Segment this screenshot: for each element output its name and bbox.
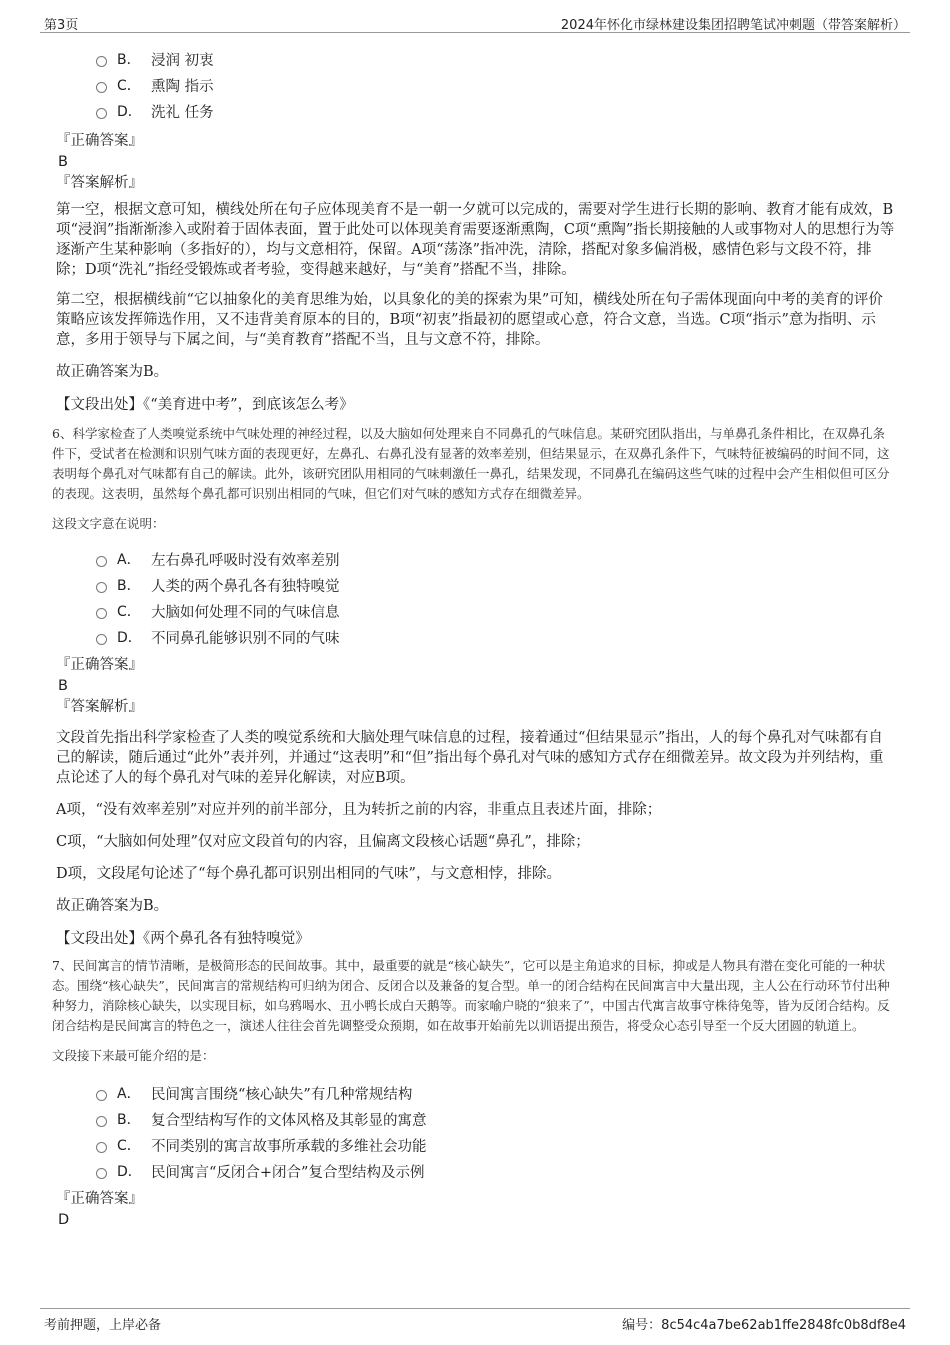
q6-source: 【文段出处】《两个鼻孔各有独特嗅觉》 [56,931,310,947]
q7-option-d[interactable]: D． 民间寓言“反闭合+闭合”复合型结构及示例 [96,1158,896,1184]
q6-analysis-5: 故正确答案为B。 [56,898,169,914]
radio-icon[interactable] [96,1116,107,1127]
radio-icon[interactable] [96,1168,107,1179]
q5-analysis-1: 第一空，根据文意可知，横线处所在句子应体现美育不是一朝一夕就可以完成的，需要对学生进行长期的影响、教育才能有成效，B项“浸润”指渐渐渗入或附着于固体表面，置于此处可以体现美育需要逐渐熏陶，C项“熏陶”指长期接触的人或事物对人的思想行为等逐渐产生某种影响（多指好的），均与文意相符，保留。A项“荡涤”指冲洗，清除，搭配对象多偏消极，感情色彩与文段不符，排除；D项“洗礼”指经受锻炼或者考验，变得越来越好，与“美育”搭配不当，排除。 [56,202,895,278]
q5-analysis-2: 第二空，根据横线前“它以抽象化的美育思维为始，以具象化的美的探索为果”可知，横线处所在句子需体现面向中考的美育的评价策略应该发挥筛选作用，又不违背美育原本的目的，B项“初衷”指最初的愿望或心意，符合文意，当选。C项“指示”意为指明、示意，多用于领导与下属之间，与“美育教育”搭配不当，且与文意不符，排除。 [56,292,883,348]
q7-stem: 7、民间寓言的情节清晰，是极简形态的民间故事。其中，最重要的就是“核心缺失”，它可以是主角追求的目标，抑或是人物具有潜在变化可能的一种状态。围绕“核心缺失”，民间寓言的常规结构可归纳为闭合、反闭合以及兼备的复合型。单一的闭合结构在民间寓言中大量出现，主人公在行动环节付出种种努力，消除核心缺失，以实现目标，如乌鸦喝水、丑小鸭长成白天鹅等。而家喻户晓的“狼来了”，中国古代寓言故事守株待兔等，皆为反闭合结构。反闭合结构是民间寓言的特色之一，演述人往往会首先调整受众预期，如在故事开始前先以训语提出预告，将受众心态引导至一个反大团圆的轨道上。 [52,958,890,1033]
q6-options [96,546,896,650]
radio-icon[interactable] [96,556,107,567]
q6-option-d[interactable]: D． 不同鼻孔能够识别不同的气味 [96,624,896,650]
q6-analysis-1: 文段首先指出科学家检查了人类的嗅觉系统和大脑处理气味信息的过程，接着通过“但结果显示”指出，人的每个鼻孔对气味都有自己的解读，随后通过“此外”表并列，并通过“这表明”和“但”指出每个鼻孔对气味的感知方式存在细微差异。故文段为并列结构，重点论述了人的每个鼻孔对气味的差异化解读，对应B项。 [56,730,884,786]
q6-option-a[interactable]: A． 左右鼻孔呼吸时没有效率差别 [96,546,896,572]
q5-option-b[interactable]: B． 浸润 初衷 [96,46,896,72]
radio-icon[interactable] [96,108,107,119]
radio-icon[interactable] [96,1090,107,1101]
q5-options [96,46,896,124]
q5-answer-tag: 『正确答案』 [56,133,143,149]
q5-source: 【文段出处】《“美育进中考”，到底该怎么考》 [56,397,354,413]
radio-icon[interactable] [96,634,107,645]
footer-slogan: 考前押题，上岸必备 [44,1318,162,1333]
q6-analysis-tag: 『答案解析』 [56,699,143,715]
radio-icon[interactable] [96,82,107,93]
radio-icon[interactable] [96,1142,107,1153]
radio-icon[interactable] [96,608,107,619]
page-number: 第3页 [44,18,79,33]
q5-analysis-tag: 『答案解析』 [56,175,143,191]
page-content [52,46,896,1230]
document-id: 编号：8c54c4a7be62ab1ffe2848fc0b8df8e4 [622,1318,906,1333]
q6-analysis-4: D项，文段尾句论述了“每个鼻孔都可识别出相同的气味”，与文意相悖，排除。 [56,866,561,882]
document-title: 2024年怀化市绿林建设集团招聘笔试冲刺题（带答案解析） [560,18,906,33]
q7-options [96,1080,896,1184]
q7-answer-tag: 『正确答案』 [56,1191,143,1207]
q6-stem: 6、科学家检查了人类嗅觉系统中气味处理的神经过程，以及大脑如何处理来自不同鼻孔的气味信息。某研究团队指出，与单鼻孔条件相比，在双鼻孔条件下，受试者在检测和识别气味方面的表现更好，左鼻孔、右鼻孔没有显著的效率差别，但结果显示，在双鼻孔条件下，气味特征被编码的时间不同，这表明每个鼻孔对气味都有自己的解读。此外，该研究团队用相同的气味刺激任一鼻孔，结果发现，不同鼻孔在编码这些气味的过程中会产生相似但可区分的表现。这表明，虽然每个鼻孔都可识别出相同的气味，但它们对气味的感知方式存在细微差异。 [52,426,890,501]
q6-answer-tag: 『正确答案』 [56,657,143,673]
q7-option-a[interactable]: A． 民间寓言围绕“核心缺失”有几种常规结构 [96,1080,896,1106]
page-header [40,12,910,33]
q6-analysis-2: A项，“没有效率差别”对应并列的前半部分，且为转折之前的内容，非重点且表述片面，排除； [56,802,662,818]
q7-option-c[interactable]: C． 不同类别的寓言故事所承载的多维社会功能 [96,1132,896,1158]
q7-answer: D [58,1212,70,1228]
q6-option-b[interactable]: B． 人类的两个鼻孔各有独特嗅觉 [96,572,896,598]
q5-analysis-3: 故正确答案为B。 [56,364,169,380]
radio-icon[interactable] [96,582,107,593]
q7-question: 文段接下来最可能介绍的是： [52,1048,215,1063]
radio-icon[interactable] [96,56,107,67]
q6-option-c[interactable]: C． 大脑如何处理不同的气味信息 [96,598,896,624]
q6-question: 这段文字意在说明： [52,516,165,531]
page-footer [40,1308,910,1331]
q7-option-b[interactable]: B． 复合型结构写作的文体风格及其彰显的寓意 [96,1106,896,1132]
q5-option-c[interactable]: C． 熏陶 指示 [96,72,896,98]
q5-answer: B [58,154,68,170]
q6-analysis-3: C项，“大脑如何处理”仅对应文段首句的内容，且偏离文段核心话题“鼻孔”，排除； [56,834,590,850]
q5-option-d[interactable]: D． 洗礼 任务 [96,98,896,124]
q6-answer: B [58,678,68,694]
